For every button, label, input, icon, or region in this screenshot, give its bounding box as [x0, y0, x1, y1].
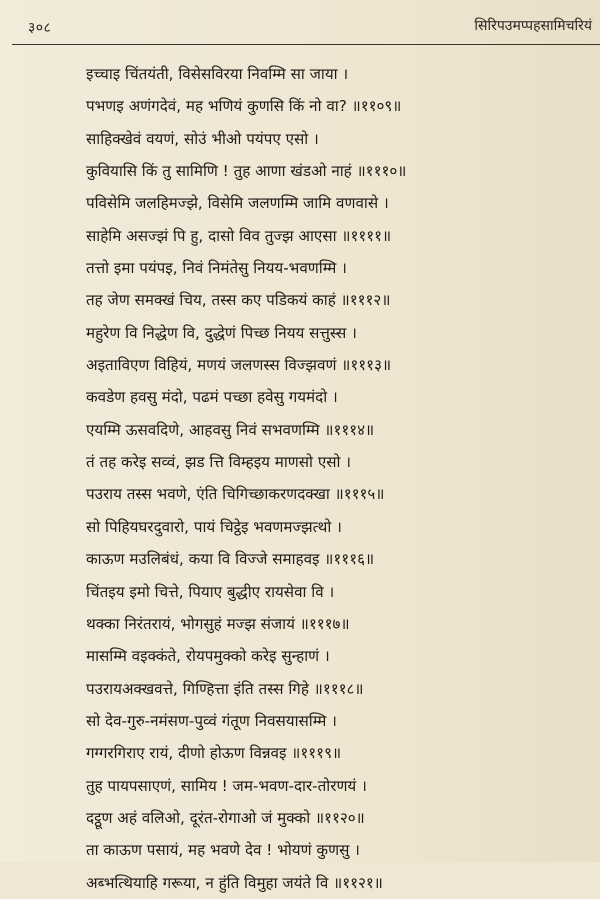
verse-line: काऊण मउलिबंधं, कया वि विज्जे समाहवइ ॥१११६॥ — [86, 550, 375, 569]
verse-line: तुह पायपसाएणं, सामिय ! जम-भवण-दार-तोरणयं । — [86, 776, 367, 795]
verse-line: पउराय तस्स भवणे, एंति चिगिच्छाकरणदक्खा ॥१११५॥ — [86, 485, 385, 504]
running-title: सिरिपउमप्पहसामिचरियं — [474, 18, 592, 34]
verse-line: तं तह करेइ सव्वं, झड त्ति विम्हइय माणसो एसो । — [86, 453, 352, 472]
verse-line: पभणइ अणंगदेवं, मह भणियं कुणसि किं नो वा? ॥११०९॥ — [86, 97, 402, 116]
verse-line: अइताविएण विहियं, मणयं जलणस्स विज्झवणं ॥१११३॥ — [86, 356, 392, 375]
verse-line: तत्तो इमा पयंपइ, निवं निमंतेसु नियय-भवणम्मि । — [86, 259, 347, 278]
verse-line: साहेमि असज्झं पि हु, दासो विव तुज्झ आएसा ॥११११॥ — [86, 226, 392, 245]
verse-line: सो पिहियघरदुवारो, पायं चिट्ठेइ भवणमज्झत्थो । — [86, 517, 342, 536]
header-rule — [12, 44, 600, 45]
verse-line: एयम्मि ऊसवदिणे, आहवसु निवं सभवणम्मि ॥१११४॥ — [86, 420, 375, 439]
verse-line: कवडेण हवसु मंदो, पढमं पच्छा हवेसु गयमंदो । — [86, 388, 338, 407]
verse-line: मासम्मि वइक्कंते, रोयपमुक्को करेइ सुन्हाणं । — [86, 647, 330, 666]
page-number: ३०८ — [28, 20, 52, 36]
verse-line: कुवियासि किं तु सामिणि ! तुह आणा खंडओ नाहं ॥१११०॥ — [86, 162, 407, 181]
verse-line: पविसेमि जलहिमज्झे, विसेमि जलणम्मि जामि वणवासे । — [86, 194, 389, 213]
verse-line: ता काऊण पसायं, मह भवणे देव ! भोयणं कुणसु । — [86, 841, 360, 860]
verse-line: दट्ठूण अहं वलिओ, दूरंत-रोगाओ जं मुक्को ॥११२०॥ — [86, 808, 365, 827]
verse-line: चिंतइय इमो चित्ते, पियाए बुद्धीए रायसेवा वि । — [86, 582, 335, 601]
verse-line: सो देव-गुरु-नमंसण-पुव्वं गंतूण निवसयासम्मि । — [86, 711, 337, 730]
verse-line: इच्चाइ चिंतयंती, विसेसविरया निवम्मि सा जाया । — [86, 65, 349, 83]
page-header — [0, 14, 600, 42]
verse-line: तह जेण समक्खं चिय, तस्स कए पडिकयं काहं ॥१११२॥ — [86, 291, 391, 310]
verse-line: अब्भत्थियाहि गरूया, न हुंति विमुहा जयंते वि ॥११२१॥ — [86, 873, 383, 892]
verse-line: गग्गरगिराए रायं, दीणो होऊण विन्नवइ ॥१११९॥ — [86, 744, 342, 763]
verse-line: साहिक्खेवं वयणं, सोउं भीओ पयंपए एसो । — [86, 129, 319, 148]
verse-line: महुरेण वि निद्धेण वि, दुद्धेणं पिच्छ नियय सत्तुस्स । — [86, 323, 357, 342]
verse-text — [86, 58, 586, 899]
verse-line: थक्का निरंतरायं, भोगसुहं मज्झ संजायं ॥१११७॥ — [86, 614, 350, 633]
verse-line: पउरायअक्खवत्ते, गिण्हित्ता इंति तस्स गिहे ॥१११८॥ — [86, 679, 364, 698]
